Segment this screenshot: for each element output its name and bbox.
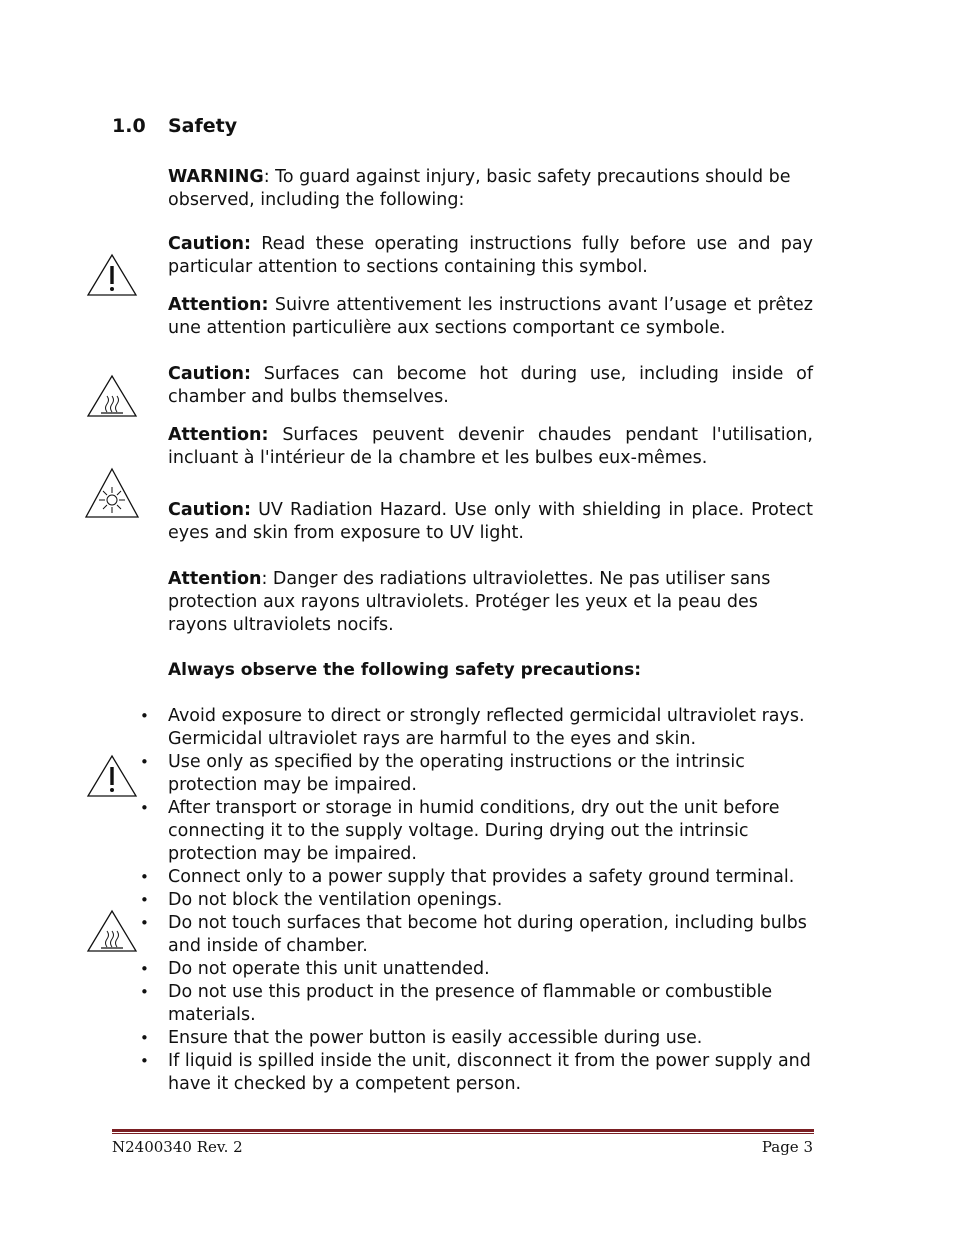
warning-paragraph [168, 166, 813, 212]
warning-text: : To guard against injury, basic safety precautions should be observed, including the following: [168, 167, 791, 210]
precautions-heading: Always observe the following safety precautions: [168, 660, 642, 680]
bullet-icon: • [140, 983, 149, 1001]
bullet-icon: • [140, 799, 149, 817]
caution-read-instructions [168, 233, 813, 279]
attention-text: : Danger des radiations ultraviolettes. Ne pas utiliser sans protection aux rayons ultraviolets. Protéger les yeux et la peau des rayons ultraviolets nocifs. [168, 569, 771, 635]
uv-radiation-icon [84, 467, 140, 519]
list-item: • Do not use this product in the presence of flammable or combustible materials. [140, 982, 773, 1025]
list-item: • If liquid is spilled inside the unit, disconnect it from the power supply and have it checked by a competent person. [140, 1051, 811, 1094]
caution-text: Read these operating instructions fully before use and pay particular attention to sections containing this symbol. [168, 234, 813, 277]
caution-uv-radiation [168, 499, 813, 545]
attention-label: Attention [168, 569, 262, 589]
attention-label: Attention: [168, 295, 269, 315]
warning-exclamation-icon [86, 253, 138, 297]
list-item: • Do not block the ventilation openings. [140, 890, 503, 910]
footer-rule [112, 1129, 814, 1132]
attention-text: Suivre attentivement les instructions avant l’usage et prêtez une attention particulière aux sections comportant ce symbole. [168, 295, 813, 338]
hot-surface-icon [86, 909, 138, 953]
footer-doc-number: N2400340 Rev. 2 [112, 1138, 243, 1156]
bullet-icon: • [140, 707, 149, 725]
list-item: • Do not touch surfaces that become hot during operation, including bulbs and inside of chamber. [140, 913, 807, 956]
list-item: • Do not operate this unit unattended. [140, 959, 490, 979]
list-item: • After transport or storage in humid conditions, dry out the unit before connecting it to the supply voltage. During drying out the intrinsic protection may be impaired. [140, 798, 780, 864]
section-title: Safety [168, 115, 238, 137]
hot-surface-icon [86, 374, 138, 418]
section-number: 1.0 [112, 115, 146, 137]
warning-exclamation-icon [86, 754, 138, 798]
list-item: • Connect only to a power supply that provides a safety ground terminal. [140, 867, 795, 887]
bullet-icon: • [140, 1052, 149, 1070]
bullet-icon: • [140, 891, 149, 909]
caution-label: Caution: [168, 500, 251, 520]
caution-hot-surfaces [168, 363, 813, 409]
attention-text: Surfaces peuvent devenir chaudes pendant l'utilisation, incluant à l'intérieur de la chambre et les bulbes eux-mêmes. [168, 425, 813, 468]
list-item: • Avoid exposure to direct or strongly reflected germicidal ultraviolet rays. Germicidal ultraviolet rays are harmful to the eyes and skin. [140, 706, 805, 749]
attention-label: Attention: [168, 425, 269, 445]
caution-label: Caution: [168, 364, 251, 384]
list-item: • Ensure that the power button is easily accessible during use. [140, 1028, 703, 1048]
warning-label: WARNING [168, 167, 264, 187]
attention-hot-surfaces [168, 424, 813, 470]
bullet-icon: • [140, 914, 149, 932]
bullet-icon: • [140, 753, 149, 771]
bullet-icon: • [140, 868, 149, 886]
footer-rule-thin [112, 1133, 814, 1134]
caution-text: Surfaces can become hot during use, including inside of chamber and bulbs themselves. [168, 364, 813, 407]
attention-read-instructions [168, 294, 813, 340]
footer-page-number: Page 3 [761, 1138, 813, 1156]
attention-uv-radiation [168, 568, 783, 637]
caution-label: Caution: [168, 234, 251, 254]
precautions-list [140, 705, 820, 1096]
bullet-icon: • [140, 960, 149, 978]
bullet-icon: • [140, 1029, 149, 1047]
caution-text: UV Radiation Hazard. Use only with shielding in place. Protect eyes and skin from exposure to UV light. [168, 500, 813, 543]
list-item: • Use only as specified by the operating instructions or the intrinsic protection may be impaired. [140, 752, 745, 795]
